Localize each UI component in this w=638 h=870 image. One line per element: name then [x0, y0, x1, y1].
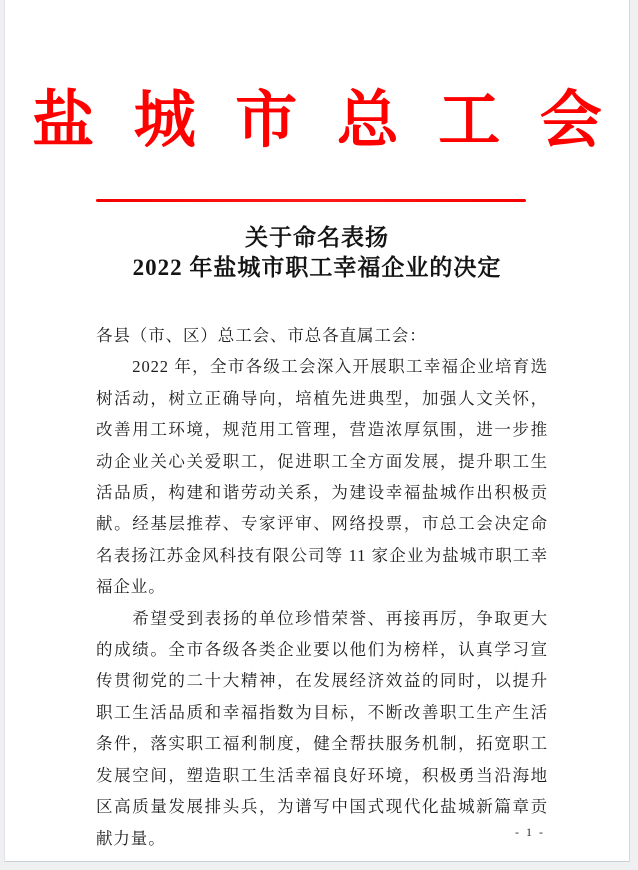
- body-paragraph-1: 2022 年，全市各级工会深入开展职工幸福企业培育选树活动，树立正确导向，培植先进典型，加强人文关怀，改善用工环境，规范用工管理，营造浓厚氛围，进一步推动企业关心关爱职工，促进职工全方面发展，提升职工生活品质，构建和谐劳动关系，为建设幸福盐城作出积极贡献。经基层推荐、专家评审、网络投票，市总工会决定命名表扬江苏金风科技有限公司等 11 家企业为盐城市职工幸福企业。: [96, 357, 548, 597]
- document-title: [5, 223, 629, 283]
- salutation: 各县（市、区）总工会、市总各直属工会：: [96, 326, 427, 345]
- document-title-line1: 关于命名表扬: [245, 225, 389, 250]
- body-paragraph-2: 希望受到表扬的单位珍惜荣誉、再接再厉，争取更大的成绩。全市各级各类企业要以他们为榜样，认真学习宣传贯彻党的二十大精神，在发展经济效益的同时，以提升职工生活品质和幸福指数为目标，不断改善职工生产生活条件，落实职工福利制度，健全帮扶服务机制，拓宽职工发展空间，塑造职工生活幸福良好环境，积极勇当沿海地区高质量发展排头兵，为谱写中国式现代化盐城新篇章贡献力量。: [96, 608, 548, 848]
- document-title-line2: 2022 年盐城市职工幸福企业的决定: [132, 255, 502, 280]
- letterhead-divider-line: [96, 199, 526, 202]
- letterhead-org-name: 盐 城 市 总 工 会: [32, 87, 614, 155]
- document-body: [96, 320, 548, 854]
- document-page: [4, 0, 630, 862]
- page-number: - 1 -: [515, 825, 545, 839]
